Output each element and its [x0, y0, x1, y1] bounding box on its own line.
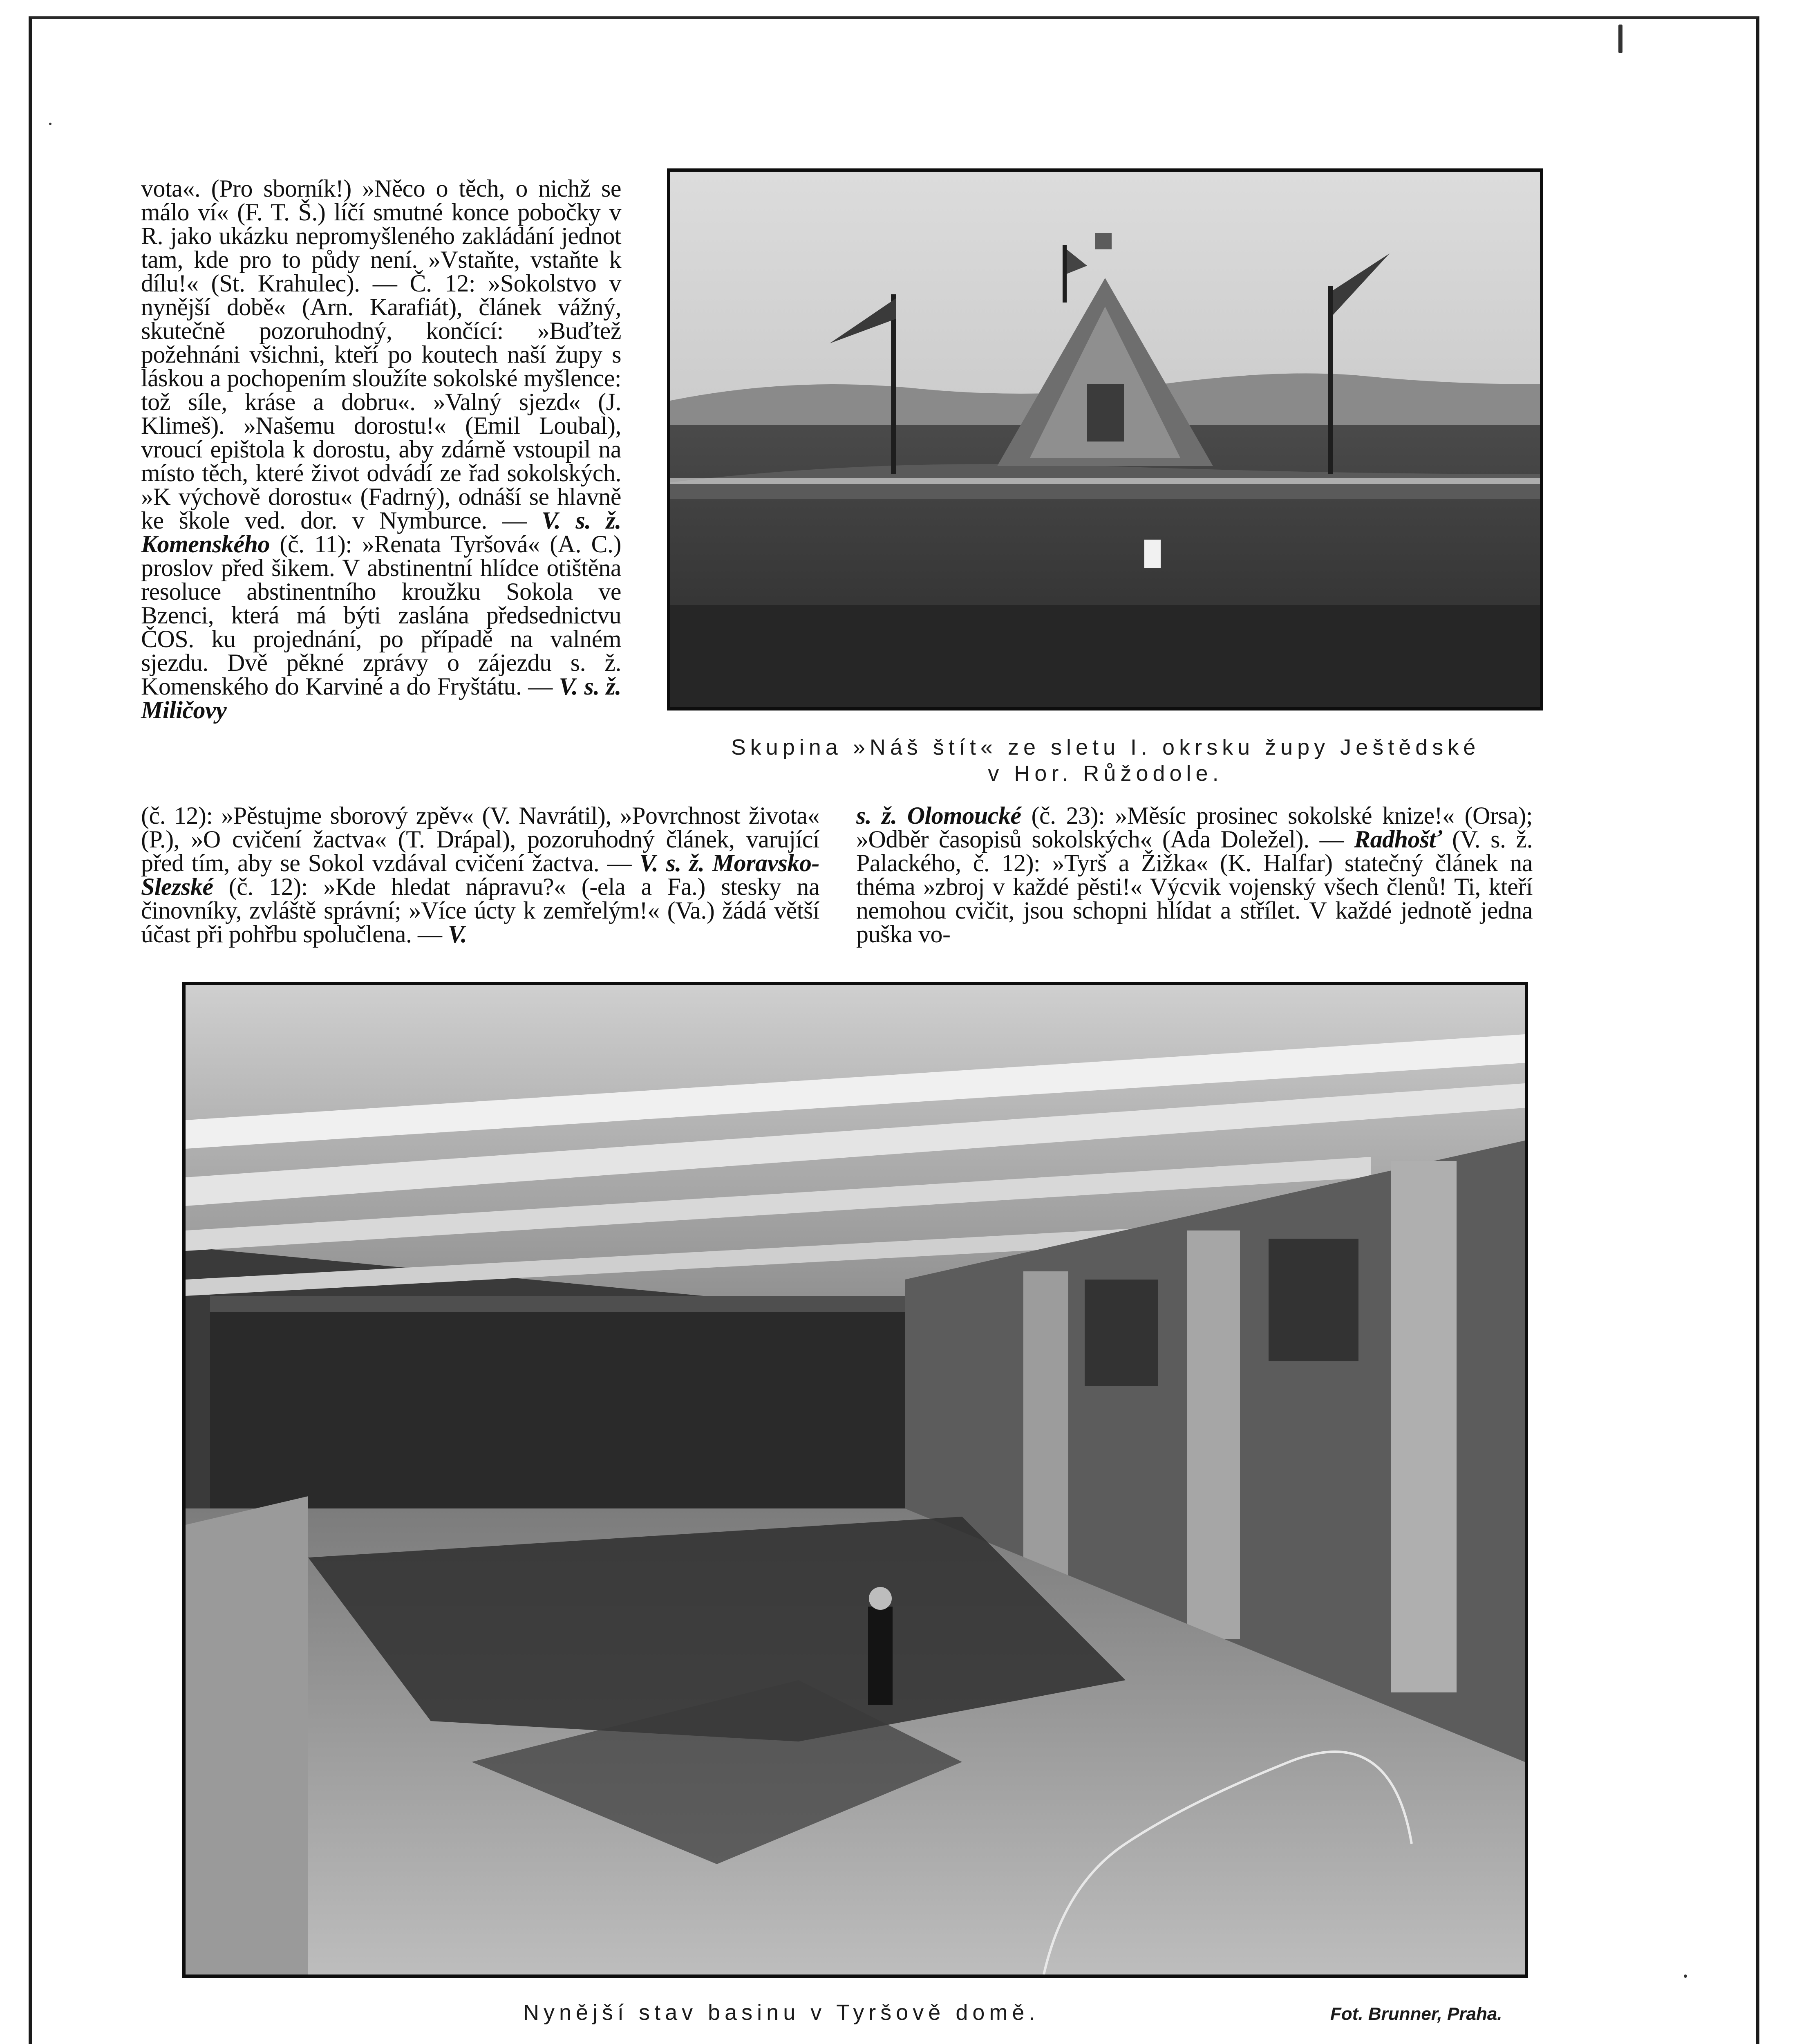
text-column-right: s. ž. Olomoucké (č. 23): »Měsíc prosinec sokolské knize!« (Orsa); »Odběr časopisů sokolských« (Ada Doležel). — Radhošť (V. s. ž. Palackého, č. 12): »Tyrš a Žižka« (K. Halfar) statečný článek na théma »zbroj v každé pěsti!« Výcvik vojenský všech členů! Ti, kteří nemohou cvičit, jsou schopni hlídat a střílet. V každé jednotě jedna puška vo-	[856, 802, 1533, 948]
scan-speck	[1618, 25, 1622, 53]
caption-photo-2: Nynější stav basinu v Tyršově domě.	[523, 2000, 1040, 2025]
photo-tyrs-house-basin	[182, 982, 1528, 1978]
text-column-left-bottom: (č. 12): »Pěstujme sborový zpěv« (V. Navrátil), »Povrchnost života« (P.), »O cvičení žactva« (T. Drápal), pozoruhodný článek, varující před tím, aby se Sokol vzdával cvičení žactva. — V. s. ž. Moravsko-Slezské (č. 12): »Kde hledat nápravu?« (-ela a Fa.) stesky na činovníky, zvláště správní; »Více úcty k zemřelým!« (Va.) žádá větší účast při pohřbu spolučlena. — V.	[141, 802, 819, 948]
photo-credit: Fot. Brunner, Praha.	[1330, 2004, 1502, 2024]
scan-speck	[1684, 1975, 1687, 1978]
scan-speck	[49, 123, 51, 125]
photo-nas-stit-group	[667, 168, 1543, 710]
caption-photo-1: Skupina »Náš štít« ze sletu I. okrsku župy Ještědské v Hor. Růžodole.	[731, 735, 1480, 786]
text-column-left-top: vota«. (Pro sborník!) »Něco o těch, o nichž se málo ví« (F. T. Š.) líčí smutné konce pobočky v R. jako ukázku nepromyšleného zakládání jednot tam, kde pro to půdy není. »Vstaňte, vstaňte k dílu!« (St. Krahulec). — Č. 12: »Sokolstvo v nynější době« (Arn. Karafiát), článek vážný, skutečně pozoruhodný, končící: »Buďtež požehnáni všichni, kteří po koutech naší župy s láskou a pochopením sloužíte sokolské myšlence: tož síle, kráse a dobru«. »Valný sjezd« (J. Klimeš). »Našemu dorostu!« (Emil Loubal), vroucí epištola k dorostu, aby zdárně vstoupil na místo těch, které život odvádí ze řad sokolských. »K výchově dorostu« (Fadrný), odnáší se hlavně ke škole ved. dor. v Nymburce. — V. s. ž. Komenského (č. 11): »Renata Tyršová« (A. C.) proslov před šikem. V abstinentní hlídce otištěna resoluce abstinentního kroužku Sokola ve Bzenci, která má býti zaslána předsednictvu ČOS. ku projednání, po případě na valném sjezdu. Dvě pěkné zprávy o zájezdu s. ž. Komenského do Karviné a do Fryštátu. — V. s. ž. Miličovy	[141, 175, 622, 724]
